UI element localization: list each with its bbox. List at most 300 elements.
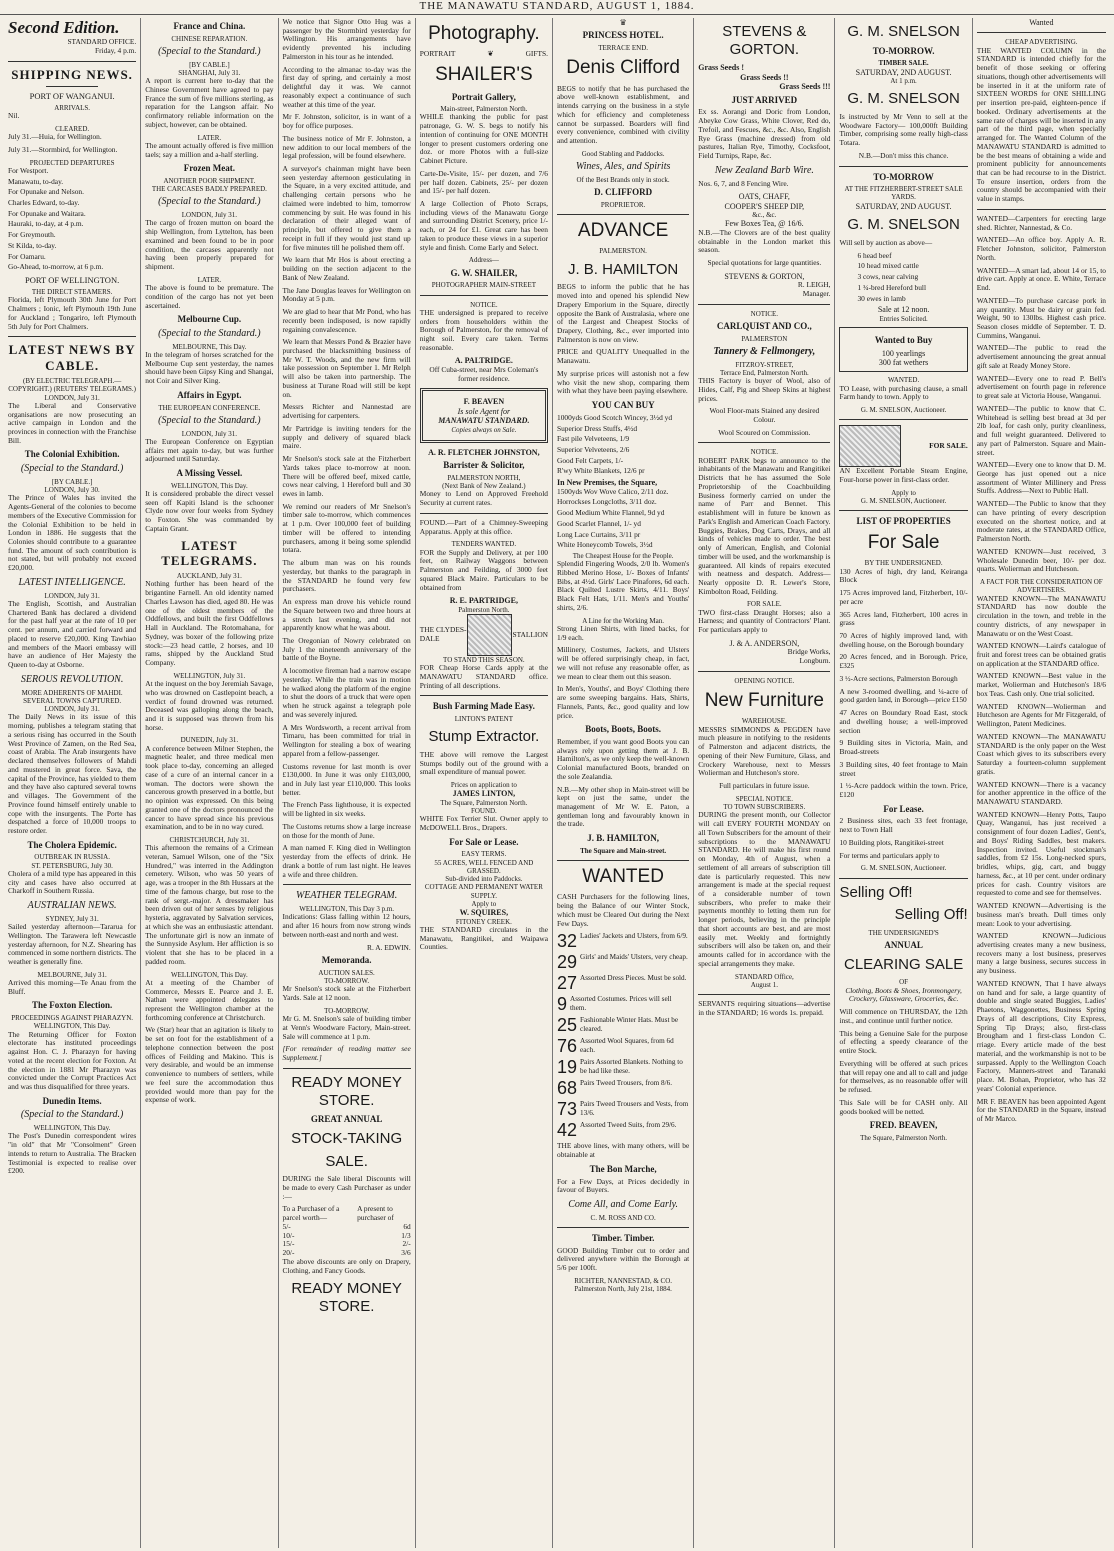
square-label: The Square and Main-street. xyxy=(580,846,667,855)
lease-title: For Lease. xyxy=(883,803,924,814)
local-item: The Oregonian of Nowry celebrated on July 1 the nineteenth anniversary of the battle of the Boyne. xyxy=(282,636,411,663)
princess-title: PRINCESS HOTEL. xyxy=(582,30,664,41)
by-cable: [BY CABLE.] xyxy=(51,477,93,486)
wanted-ad: WANTED KNOWN, That I have always on hand and for sale, a large quantity of double and single seated Buggies, Ladies' Phaetons, Waggonettes, Business Spring Drays of all descriptions, City Express, Spring Tip Drays; also, first-class Brougham and 1 first-class London C. rriage. Every article made of the best material, and the workmanship is not to be surpassed. Apply to the Wellington Coach Factory, Manners-street and Taranaki place. M. Bohan, Proprietor, who has 32 years' Colonial experience. xyxy=(976,978,1106,1093)
quotations: Special quotations for large quantities. xyxy=(707,258,822,267)
stock-item: 25 Fashionable Winter Hats. Must be cleared. xyxy=(557,1015,679,1036)
timber-title: Timber. Timber. xyxy=(591,1233,655,1244)
barb-text: Nos. 6, 7, and 8 Fencing Wire. xyxy=(698,178,789,188)
cooper-sub: &c., &c. xyxy=(752,211,777,220)
working-text: Strong Linen Shirts, with lined backs, for 1/9 each. xyxy=(557,623,690,642)
property-item: 70 Acres of highly improved land, with dwelling house, on the Borough boundary xyxy=(839,631,968,649)
aus-text: Arrived this morning—Te Anau from the Bluff. xyxy=(8,977,137,996)
special-label: (Special to the Standard.) xyxy=(158,45,261,57)
wanted-ad: WANTED KNOWN—Advertising is the business man's breath. Dull times only mean: Look to your advertising. xyxy=(976,901,1106,928)
intel-title: LATEST INTELLIGENCE. xyxy=(18,576,126,588)
tele-place: AUCKLAND, July 31. xyxy=(176,572,242,581)
by-undersigned: BY THE UNDERSIGNED. xyxy=(864,559,943,568)
local-item: A surveyor's chainman might have been seen yesterday afternoon gesticulating in the Square, in a very excited attitude, and challenging certain persons who he claimed were indebted to him, tomorrow commencing by suit. He was found in his declaration of their alleged want of principle, but offered to give them a receipt in full if they would just stand up for five minutes till he polished them off. xyxy=(282,164,411,252)
foxton-place: WELLINGTON, This Day. xyxy=(33,1022,111,1031)
local-item: Mr Partridge is inviting tenders for the supply and delivery of squared black maire. xyxy=(282,423,411,451)
aus-place: SYDNEY, July 31. xyxy=(45,914,99,923)
boxes: Few Boxes Tea, @ 16/6. xyxy=(725,219,804,229)
found2-label: FOUND. xyxy=(470,807,497,816)
cheap-text: THE WANTED COLUMN in the STANDARD is intended chiefly for the benefit of those seeking or offering situations, though other advertisements will be inserted in it at the uniform rate of SIXTEEN WORDS for ONE SHILLING per insertion pre-paid, eighteen-pence if booked. Ordinary advertisements at the same rate of charges will be inserted in any part of the third page, when specially arranged for. The Wanted Column of the MANAWATU STANDARD is admitted to be the best means of obtaining a wide and prominent publicity for announcements that can be had recourse to in the District. To ensure insertion, orders from the country should be accompanied with their value in stamps. xyxy=(976,45,1106,204)
weather-sign: R. A. EDWIN. xyxy=(367,942,411,952)
latest-place: LONDON, July 31. xyxy=(44,393,100,402)
notice-text: THE undersigned is prepared to receive orders from householders within the Borough of Palmerston, for the removal of night soil. Every care taken. Terms reasonable. xyxy=(419,307,548,352)
clovers-text: N.B.—The Clovers are of the best quality obtainable in the London market this season. xyxy=(698,227,831,255)
snelson-auctioneer: G. M. SNELSON, Auctioneer. xyxy=(860,864,947,873)
premises-item: 1500yds Wov Wove Calico, 2/11 doz. xyxy=(557,486,669,496)
local-item: The album man was on his rounds yesterday, but thanks to the paragraph in the STANDARD he found very few purchasers. xyxy=(282,558,411,594)
subscribers: TO TOWN SUBSCRIBERS. xyxy=(723,803,806,812)
for-sale-label: FOR SALE. xyxy=(747,600,782,609)
buy-item: 1000yds Good Scotch Wincey, 3½d yd xyxy=(557,412,673,422)
stock-item: 27 Assorted Dress Pieces. Must be sold. xyxy=(557,973,687,994)
wanted-title: WANTED xyxy=(582,866,664,888)
foxton-text: The Returning Officer for Foxton electorate has instituted proceedings against Hon. C. J. Pharazyn for having voted at the recent election for Foxton. At the election in 1881 Mr Pharazyn was convicted under the Corrupt Practices Act and was thus disqualified for three years. xyxy=(8,1029,137,1091)
of-label: OF xyxy=(899,978,909,987)
wanted-text: CASH Purchasers for the following lines, being the Balance of our Winter Stock, which must be Cleared Out during the Next Few Days. xyxy=(557,892,690,928)
local-item: The business notice of Mr F. Johnston, a new addition to our local members of the legal profession, will be found elsewhere. xyxy=(282,133,411,161)
clearing-sale: CLEARING SALE xyxy=(843,955,964,973)
stallion-right: STALLION xyxy=(512,629,548,639)
cleared-label: CLEARED. xyxy=(55,124,90,133)
special-label: (Special to the Standard.) xyxy=(20,1109,124,1121)
gms-text: Is instructed by Mr Venn to sell at the Woodware Factory— 100,000ft Building Timber, comprising some really high-class Totara. xyxy=(839,111,968,148)
wines: Wines, Ales, and Spirits xyxy=(575,161,671,173)
shailer-role: PHOTOGRAPHER MAIN-STREET xyxy=(431,281,537,290)
local-item: An express man drove his vehicle round the Square between two and three hours at a stretch last evening, and did not apparently know what he was about. xyxy=(282,597,411,633)
local-item: We learn that Messrs Pond & Brazier have purchased the blacksmithing business of Mr W. T. Woods, and the new firm will take possession on September 1. Mr Relph will also be taken into partnership. The business at Turane Road will still be kept on. xyxy=(282,337,411,399)
servants-text: SERVANTS requiring situations—advertise in the STANDARD; 16 words 1s. prepaid. xyxy=(698,999,831,1017)
memo-day: TO-MORROW. xyxy=(324,977,370,986)
tele-place: WELLINGTON, This Day. xyxy=(171,970,248,979)
local-item: We notice that Signor Otto Hug was a passenger by the Stormbird yesterday for Wellington. His arrangements have evidently prevented his including Palmerston in his tour as he intended. xyxy=(282,18,411,61)
cholera-place: ST. PETERSBURG, July 30. xyxy=(31,861,113,870)
local-item: A man named F. King died in Wellington yesterday from the effects of drink. He drank a bottle of rum last night. He leaves a wife and three children. xyxy=(282,843,411,879)
cards-text: FOR Cheap Horse Cards apply at the MANAWATU STANDARD office. Printing of all descriptions. xyxy=(419,663,548,690)
latest-news-title: LATEST NEWS BY CABLE. xyxy=(8,342,136,373)
fletcher-money: Money to Lend on Approved Freehold Security at current rates. xyxy=(419,489,548,508)
local-item: The Jane Douglas leaves for Wellington on Monday at 5 p.m. xyxy=(282,285,411,304)
snelson-auctioneer: G. M. SNELSON, Auctioneer. xyxy=(860,497,947,506)
wines-sub: Of the Best Brands only in stock. xyxy=(576,175,670,184)
beaven-agent-box: F. BEAVEN Is sole Agent for MANAWATU STANDARD. Copies always on Sale. xyxy=(420,388,548,443)
wanted-ad: WANTED—To purchase carcase pork in any quantity. Must be dairy or grain fed. Weight, 90 to 130lbs. Highest cash price. Season closes middle of September. T. D. Cummins, Wanganui. xyxy=(976,295,1106,340)
terrace: Terrace End, Palmerston North. xyxy=(719,368,809,377)
special-label: (Special to the Standard.) xyxy=(20,463,124,475)
egypt-text: The European Conference on Egyptian affairs met again to-day, but was further adjourned until Saturday. xyxy=(145,436,274,464)
grass-seeds: Grass Seeds ! xyxy=(698,63,745,73)
buy-item: R'wy White Blankets, 12/6 pr xyxy=(557,466,645,476)
everything-text: Everything will be offered at such prices that will repay one and all to call and judge for themselves, as no reasonable offer will be refused. xyxy=(839,1058,968,1095)
bon-marche: The Bon Marche, xyxy=(589,1163,657,1174)
bush-title: Bush Farming Made Easy. xyxy=(432,701,535,712)
cholera-title: The Cholera Epidemic. xyxy=(27,839,117,850)
barrister-title: Barrister & Solicitor, xyxy=(443,460,525,471)
local-item: According to the almanac to-day was the first day of spring, and certainly a most delightful day it was. We cannot reasonably expect a continuance of such weather at this time of the year. xyxy=(282,64,411,109)
noon: Sale at 12 noon. xyxy=(877,305,930,315)
stevens-sign: STEVENS & GORTON, xyxy=(724,271,805,281)
cup-text: In the telegram of horses scratched for the Melbourne Cup sent yesterday, the names should have been Gipsy King and Shangai, not Coir and Silver King. xyxy=(145,349,274,386)
foxton-sub: PROCEEDINGS AGAINST PHARAZYN. xyxy=(11,1014,134,1023)
collection-text: A large Collection of Photo Scraps, including views of the Manawatu Gorge and surrounding District Scenery, price 1/- each, or 24 for £1. Great care has been taken to produce these views in a superior style and finish. Come Early and Select. xyxy=(419,199,548,252)
premises-item: Horrockses Longcloths, 3/11 doz. xyxy=(557,497,657,507)
stock-item: 29 Girls' and Maids' Ulsters, very cheap. xyxy=(557,952,688,973)
cholera-sub: OUTBREAK IN RUSSIA. xyxy=(34,853,110,862)
france-text: A report is current here to-day that the Chinese Government have agreed to pay France the sum of five millions sterling, as reparation for the Langson affair. No confirmatory reliable information on the subject, however, can be obtained. xyxy=(145,76,274,129)
new-premises: In New Premises, the Square, xyxy=(557,478,658,488)
supplement-note: [For remainder of reading matter see Supplement.] xyxy=(282,1044,411,1063)
local-item: We learn that Mr Hos is about erecting a building on the section adjacent to the Bank of New Zealand. xyxy=(282,255,411,282)
fitzroy: FITZROY-STREET, xyxy=(735,360,794,369)
local-item: Mr F. Johnston, solicitor, is in want of a boy for office purposes. xyxy=(282,112,411,131)
portrait-label: PORTRAIT xyxy=(419,49,456,59)
property-item: 1 ½-Acre paddock within the town. Price, £120 xyxy=(839,781,968,800)
selling-off: Selling Off! xyxy=(894,906,968,924)
gms-nb: N.B.—Don't miss this chance. xyxy=(858,150,949,160)
fred-beaven: FRED. BEAVEN, xyxy=(869,1120,938,1131)
easy-terms: EASY TERMS. xyxy=(461,850,507,859)
egypt-title: Affairs in Egypt. xyxy=(177,389,242,400)
furniture-title: New Furniture xyxy=(704,690,825,712)
column-6 xyxy=(694,18,835,1548)
lease-item: 2 Business sites, each 33 feet frontage, next to Town Hall xyxy=(839,816,968,835)
gms-title: G. M. SNELSON xyxy=(847,90,960,108)
saturday: SATURDAY, 2ND AUGUST. xyxy=(855,201,952,211)
annual: ANNUAL xyxy=(884,940,923,951)
frozen-later: The above is found to be premature. The condition of the cargo has not yet been ascertained. xyxy=(145,283,274,310)
local-item: A locomotive fireman had a narrow escape yesterday. While the train was in motion he walked along the platform of the engine to shut the doors of a truck that were open when he struck against a telegraph pole and was severely injured. xyxy=(282,666,411,719)
wanted-ad: WANTED KNOWN—Henry Potts, Taupo Quay, Wanganui, has just received a consignment of four dozen Ladies', Gent's, and Boys' Riding Saddles, best makers. Inspection invited. Useful stockman's saddles, from £2 15s. Long-necked spurs, bridles, whips, gig, cart, and buggy harness, &c., at 10 per cent. under ordinary prices for cash. Country visitors are requested to come and see for themselves. xyxy=(976,809,1106,898)
tomorrow-label: TO-MORROW. xyxy=(872,45,935,56)
shailer-title: SHAILER'S xyxy=(435,64,533,86)
arrived-text: Ex ss. Aorangi and Doric from London, Abeyke Cow Grass, White Clover, Red do, Trefoil, and Fescues, &c., &c. Also, English Rye Grass (machine dressed) from old pastures, Italian Rye, Timothy, Cocksfoot, Field Turnips, Rape, &c. xyxy=(698,107,831,160)
premises-item: Long Lace Curtains, 3/11 pr xyxy=(557,529,641,539)
premises-item: Good Scarlet Flannel, 1/- yd xyxy=(557,518,641,528)
frozen-text: The cargo of frozen mutton on board the ship Wellington, from Lyttelton, has been examined and been found to be in poor condition, the carcases apparently not having been properly prepared for shipment. xyxy=(145,218,274,272)
goods-text: Clothing, Boots & Shoes, Ironmongery, Crockery, Glassware, Groceries, &c. xyxy=(845,985,962,1004)
stock-item: 68 Pairs Tweed Trousers, from 8/6. xyxy=(557,1078,673,1099)
cleared-line: July 31.—Stormbird, for Wellington. xyxy=(8,144,118,154)
subs-text: DURING the present month, our Collector will call EVERY FOURTH MONDAY on all Town Subscribers for the amount of their subscriptions to the MANAWATU STANDARD. He will make his first round on Monday, 4th of August, when a settlement of all arrears of subscription till date is particularly requested. This new arrangement is made at the special request of a considerable number of town subscribers, who prefer to make their payments monthly to letting them run for longer periods, believing in the principle that short accounts are best, and are most easily met. Weekly and fortnightly subscribers will also be taken on, and their amounts called for in accordance with the special arrangements they make. xyxy=(698,810,831,968)
yards: AT THE FITZHERBERT-STREET SALE YARDS. xyxy=(844,185,963,202)
property-item: 20 Acres fenced, and in Borough. Price, £325 xyxy=(839,652,968,671)
found-text: FOUND.—Part of a Chimney-Sweeping Apparatus. Apply at this office. xyxy=(419,517,548,536)
direct-steamers: THE DIRECT STEAMERS. xyxy=(31,288,113,297)
sale-text: DURING the Sale liberal Discounts will be made to every Cash Purchaser as under :— xyxy=(282,1174,411,1201)
stump-title: Stump Extractor. xyxy=(428,728,540,746)
local-item: Messrs Richter and Nannestad are advertising for carpenters. xyxy=(282,402,411,421)
advance-place: PALMERSTON. xyxy=(599,247,647,256)
denis-name: Denis Clifford xyxy=(566,57,680,79)
column-2 xyxy=(141,18,278,1548)
dunedin-place: WELLINGTON, This Day. xyxy=(33,1124,111,1133)
sale-lease-title: For Sale or Lease. xyxy=(449,836,519,847)
sale-row: 10/- 1/3 xyxy=(282,1230,411,1240)
saturday: SATURDAY, 2ND AUGUST. xyxy=(855,67,952,77)
gallery-title: Portrait Gallery, xyxy=(451,91,516,102)
hamilton-sign: J. B. HAMILTON, xyxy=(587,833,659,844)
gallery-text: WHILE thanking the public for past patronage, G. W. S. begs to notify his intention of continuing for ONE MONTH longer to present customers ordering one doz. or more Photos with a full-size Cabinet Picture. xyxy=(419,112,548,166)
timber-text: GOOD Building Timber cut to order and delivered anywhere within the Borough at 5/6 per 100ft. xyxy=(557,1245,690,1273)
above-lines: THE above lines, with many others, will be obtainable at xyxy=(557,1141,690,1160)
stabling: Good Stabling and Paddocks. xyxy=(581,149,665,158)
draught-text: TWO first-class Draught Horses; also a Harness; and quantity of Contractors' Plant. For particulars apply to xyxy=(698,607,831,635)
sale-note: The above discounts are only on Drapery, Clothing, and Fancy Goods. xyxy=(282,1256,411,1275)
arrived-title: JUST ARRIVED xyxy=(731,94,798,105)
egypt-place: LONDON, July 31. xyxy=(181,429,237,438)
colonial-place: LONDON, July 30. xyxy=(44,486,100,495)
anderson-name: J. & A. ANDERSON, xyxy=(729,638,800,648)
intel-text: The English, Scottish, and Australian Chartered Bank has declared a dividend for the past half year at the rate of 10 per cent. per annum, and carried forward and placed to reserve £20,000. King Tawhiao and members of the Maori embassy will have an audience of Her Majesty the Queen to-day at Osborne. xyxy=(8,599,137,670)
latest-sub: (BY ELECTRIC TELEGRAPH.—COPYRIGHT.) (REUTERS' TELEGRAMS.) xyxy=(8,377,137,394)
crown-icon: ♛ xyxy=(619,18,627,27)
furniture-text: MESSRS SIMMONDS & PEGDEN have much pleasure in notifying to the residents of Palmerston and adjacent districts, the opening of their New Furniture, Glass, and Crockery Warehouse, next to Messrs Wolierman and Hutcheson's store. xyxy=(698,724,831,778)
departure-line: Hauraki, to-day, at 4 p.m. xyxy=(8,219,84,229)
column-7 xyxy=(835,18,972,1548)
wool-press: Wool Floor-mats Stained any desired Colour. xyxy=(709,406,820,424)
special-label: (Special to the Standard.) xyxy=(158,196,261,208)
property-item: 130 Acres of high, dry land, Keiranga Block xyxy=(839,566,968,585)
boots-text: Remember, if you want good Boots you can always rely upon getting them at J. B. Hamilton's, as we only keep the well-known Colonial manufactured Boots, branded on the sole Zealandia. xyxy=(557,736,690,781)
later-label: LATER. xyxy=(197,133,222,142)
cash-text: This Sale will be for CASH only. All goods booked will be netted. xyxy=(839,1097,968,1116)
shipping-title: SHIPPING NEWS. xyxy=(11,66,133,82)
tele-text: At the inquest on the boy Jeremiah Savage, who was drowned on Castlepoint beach, a verdict of found drowned was returned. Deceased was galloping along the beach, and it is supposed was thrown from his horse. xyxy=(145,679,274,732)
notice-label: NOTICE. xyxy=(750,309,779,318)
stocktaking: STOCK-TAKING xyxy=(291,1129,403,1147)
wanted-ad: WANTED KNOWN—Laird's catalogue of fruit and forest trees can be obtained gratis on application at the STANDARD office. xyxy=(976,641,1106,668)
stock-item: 9 Assorted Costumes. Prices will sell them. xyxy=(557,994,672,1015)
great-annual: GREAT ANNUAL xyxy=(310,1114,383,1125)
wanted-ad: WANTED KNOWN—Just received, 3 Wholesale Dunedin beer, 10/- per doz. quarts. Wolierman and Hutcheson. xyxy=(976,546,1106,574)
missing-text: It is considered probable the direct vessel seen off Kapiti Island is the schooner Clyde now over four weeks from Sydney to Foxton. She was commanded by Captain Grant. xyxy=(145,488,274,533)
property-item: 175 Acres improved land, Fitzherbert, 10/- per acre xyxy=(839,588,968,606)
colonial-title: The Colonial Exhibition. xyxy=(24,449,120,460)
premises-item: Good Medium White Flannel, 9d yd xyxy=(557,508,665,518)
bon-text: For a Few Days, at Prices decidedly in favour of Buyers. xyxy=(557,1176,690,1195)
longburn: Longburn. xyxy=(799,656,831,666)
terrace-end: TERRACE END. xyxy=(598,44,648,53)
stallion-left: THE CLYDES-DALE xyxy=(419,625,467,644)
ready-money-title: READY MONEY STORE. xyxy=(291,1073,402,1109)
selling-off: Selling Off! xyxy=(839,883,913,901)
snelson-title: G. M. SNELSON xyxy=(847,23,960,40)
paddocks: Sub-divided into Paddocks. xyxy=(445,875,523,884)
later-label: LATER. xyxy=(197,275,222,284)
notice-label: NOTICE. xyxy=(470,300,498,309)
departure-line: St Kilda, to-day. xyxy=(8,240,57,250)
tomorrow-label: TO-MORROW xyxy=(873,171,934,182)
edition-time: Friday, 4 p.m. xyxy=(95,45,137,55)
bridge-works: Bridge Works, xyxy=(787,647,831,657)
genuine-text: This being a Genuine Sale for the purpose of effecting a speedy clearance of the entire Stock. xyxy=(839,1028,968,1056)
fletcher-address: (Next Bank of New Zealand.) xyxy=(442,482,526,491)
camera-icon: ❦ xyxy=(487,49,494,59)
splendid-text: Splendid Fingering Woods, 2/0 lb. Women's Ribbed Merino Hose, 1/- Boxes of Infants' Bibs, at 4½d. Girls' Lace Pinafores, 6d each. Black Quilted Lustre Skirts, 4/11. Boys' Black Felt Hats, 1/11. Men's and Youths' shirts, 2/6. xyxy=(557,559,690,612)
local-item: A Mrs Wordsworth, a recent arrival from Timaru, has been committed for trial in Wellington for stealing a box of wearing apparel from a fellow-passenger. xyxy=(282,722,411,758)
sale-row: 5/- 6d xyxy=(282,1221,411,1231)
steam-engine-icon xyxy=(839,425,901,467)
departure-line: Manawatu, to-day. xyxy=(8,176,64,186)
memo-day: TO-MORROW. xyxy=(324,1006,370,1015)
sale-row: 15/- 2/- xyxy=(282,1239,411,1249)
local-item: Customs revenue for last month is over £130,000. In June it was only £103,000, and in July last year £110,000. This looks better. xyxy=(282,761,411,797)
direct-steamers-text: Florida, left Plymouth 30th June for Port Chalmers ; Ionic, left Plymouth 19th June for Auckland ; Tongariro, left Plymouth 5th July for Port Chalmers. xyxy=(8,295,137,331)
cottage: COTTAGE AND PERMANENT WATER SUPPLY. xyxy=(424,883,543,900)
warehouse: WAREHOUSE. xyxy=(741,717,787,726)
stevens-title: STEVENS & GORTON. xyxy=(722,23,807,58)
lease-terms: For terms and particulars apply to xyxy=(839,850,940,860)
local-item: The Customs returns show a large increase on those for the month of June. xyxy=(282,821,411,840)
departure-line: For Oamaru. xyxy=(8,251,46,261)
arrivals-label: ARRIVALS. xyxy=(54,103,91,112)
prices-text: Carte-De-Visite, 15/- per dozen, and 7/6 per half dozen. Cabinets, 25/- per dozen and 15/- per half dozen. xyxy=(419,168,548,196)
wanted-ad: WANTED—A smart lad, about 14 or 15, to drive cart. Apply at once. E. White, Terrace End. xyxy=(976,265,1106,293)
france-place: SHANGHAI, July 31. xyxy=(178,68,241,77)
gallery-address: Main-street, Palmerston North. xyxy=(440,105,528,114)
cheapest: The Cheapest House for the People. xyxy=(572,552,674,561)
millinery-text: Millinery, Costumes, Jackets, and Ulsters will be offered surprisingly cheap, in fact, we will not refuse any reasonable offer, as we mean to clear them out this season. xyxy=(557,645,690,681)
denis-text: BEGS to notify that he has purchased the above well-known establishment, and intends carrying on the business in a style which for efficiency and completeness cannot be surpassed. Boarders will find every convenience, combined with civility and attention. xyxy=(557,83,690,146)
telegrams-title: LATEST TELEGRAMS. xyxy=(161,537,258,568)
advance-title: ADVANCE xyxy=(577,220,669,241)
departure-line: For Opunake and Nelson. xyxy=(8,187,84,197)
wanted-ad: WANTED KNOWN—Best value in the market, Wolierman and Hutcheson's 18/6 box Teas. Cash only. One trial solicited. xyxy=(976,671,1106,698)
cup-place: MELBOURNE, This Day. xyxy=(172,342,247,351)
horse-icon xyxy=(467,614,512,656)
lease-item: 10 Building plots, Rangitikei-street xyxy=(839,837,944,847)
working-title: A Line for the Working Man. xyxy=(582,616,664,625)
oats: OATS, CHAFF, xyxy=(738,192,790,202)
partridge-name: A. PALTRIDGE. xyxy=(454,356,513,366)
partridge-address: Off Cuba-street, near Mrs Coleman's former residence. xyxy=(429,364,539,383)
carlquist-title: CARLQUIST AND CO., xyxy=(716,320,812,331)
nb-text: N.B.—My other shop in Main-street will be kept on just the same, under the management of Mr W. E. Paton, a gentleman long and favourably known in the trade. xyxy=(557,784,690,829)
column-5 xyxy=(553,18,694,1548)
undersigned: THE UNDERSIGNED'S xyxy=(868,928,939,937)
wanted-ad: WANTED—Every one to read P. Bell's advertisement on fourth page in reference to great sale at Victoria House, Wanganui. xyxy=(976,373,1106,401)
newspaper-page xyxy=(4,18,1110,1548)
stock-line: 3 cows, near calving xyxy=(857,272,919,282)
property-item: A new 3-roomed dwelling, and ¼-acre of good garden land, in Borough—price £150 xyxy=(839,686,968,705)
local-item: The French Pass lighthouse, it is expected will be lighted in six weeks. xyxy=(282,800,411,819)
wethers: 300 fat wethers xyxy=(878,357,929,367)
office-label: STANDARD OFFICE. xyxy=(67,37,137,47)
leigh-name: R. LEIGH, xyxy=(797,280,831,290)
departure-line: Go-Ahead, to-morrow, at 6 p.m. xyxy=(8,262,104,272)
leigh-role: Manager. xyxy=(802,288,831,298)
column-3 xyxy=(279,18,416,1548)
proprietor: PROPRIETOR. xyxy=(600,200,646,209)
wanted-ad: WANTED—An office boy. Apply A. R. Fletcher Johnston, solicitor, Palmerston North. xyxy=(976,235,1106,262)
aus-place: MELBOURNE, July 31. xyxy=(37,970,107,979)
gms-title: G. M. SNELSON xyxy=(847,216,960,234)
wanted-ad: WANTED KNOWN—The MANAWATU STANDARD has now double the circulation in the town, and treble in the country districts, of any newspaper in Manawatu or on the West Coast. xyxy=(976,593,1106,638)
france-title: France and China. xyxy=(173,21,246,31)
wanted-ad: WANTED KNOWN—The MANAWATU STANDARD is the only paper on the West Coast which gives to its subscribers every Saturday a fourteen-column supplement gratis. xyxy=(976,731,1106,776)
hamilton-name: J. B. HAMILTON xyxy=(567,260,679,278)
carl-place: PALMERSTON xyxy=(741,334,788,343)
notice-label: NOTICE. xyxy=(750,448,779,457)
cheap-title: CHEAP ADVERTISING. xyxy=(1005,38,1078,47)
property-item: 3 Building sites, 40 feet frontage to Main street xyxy=(839,759,968,778)
fred-address: The Square, Palmerston North. xyxy=(860,1133,948,1142)
colonial-text: The Prince of Wales has invited the Agents-General of the colonies to become members of the Executive Commission for the Colonial Exhibition to be held in London in 1886. He suggests that the Colonies should contribute to a guarantee fund. The amount of such contribution is not stated, but will probably not exceed £20,000. xyxy=(8,493,137,573)
stock-item: 76 Assorted Wool Squares, from 6d each. xyxy=(557,1036,674,1057)
list-title: LIST OF PROPERTIES xyxy=(856,516,951,527)
commence-text: Will commence on THURSDAY, the 12th inst., and continue until further notice. xyxy=(839,1007,968,1025)
france-sub: CHINESE REPARATION. xyxy=(171,34,248,43)
linton-label: LINTON'S PATENT xyxy=(454,715,513,724)
cleared-line: July 31.—Huia, for Wellington. xyxy=(8,132,102,142)
stock-line: 30 ewes in lamb xyxy=(857,293,906,303)
surprise-text: My surprise prices will astonish not a few who visit the new shop, comparing them with what they have been paying elsewhere. xyxy=(557,368,690,396)
youths-text: In Men's, Youths', and Boys' Clothing there are some sweeping bargains. Hats, Shirts, Flannels, Pants, &c., good quality and low price. xyxy=(557,684,690,720)
latest-text: The Liberal and Conservative organisations are now prosecuting an active campaign in London and the provinces in connection with the Franchise Bill. xyxy=(8,400,137,445)
masthead: THE MANAWATU STANDARD, AUGUST 1, 1884. xyxy=(0,0,1114,15)
property-item: 47 Acres on Boundary Road East, stock and dwelling house; a well-improved section xyxy=(839,708,968,735)
tele-text: A conference between Milner Stephen, the magnetic healer, and three medical men took place to-day, concerning an alleged case of a cure of an internal cancer in a woman. The doctors were shown the cancerous growth preserved in a bottle, but no opinion was expressed. On this being granted one of the doctors pronounced the cancer to have spread since his previous examination, and to be in no way cured. xyxy=(145,743,274,832)
wanted-ad: WANTED—The Public to know that they can have printing of every description executed on the shortest notice, and at moderate rates, at the STANDARD Office, Palmerston North. xyxy=(976,499,1106,544)
tenders-text: FOR the Supply and Delivery, at per 100 feet, on Railway Waggons between Palmerston and Feilding, of 3000 feet squared Black Maire. Particulars to be obtained from xyxy=(419,547,548,592)
departure-line: For Opunake and Waitara. xyxy=(8,208,86,218)
foxton-title: The Foxton Election. xyxy=(32,1000,113,1011)
frozen-sub: THE CARCASES BADLY PREPARED. xyxy=(151,185,267,194)
for-sale: FOR SALE. xyxy=(929,441,968,450)
column-1 xyxy=(4,18,141,1548)
property-item: 365 Acres land, Fitzherbert, 100 acres in grass xyxy=(839,609,968,628)
local-item: Mr Snelson's stock sale at the Fitzherbert Yards takes place to-morrow at noon. There will be offered beef, mixed cattle, cows near calving, 1 Hereford bull and 30 ewes in lamb. xyxy=(282,454,411,498)
tele-text: At a meeting of the Chamber of Commerce, Messrs E. Pearce and J. E. Nathan were appointed delegates to represent the Wellington chamber at the forthcoming conference at Christchurch. xyxy=(145,977,274,1022)
gms2-text: Will sell by auction as above— xyxy=(839,237,933,247)
stallion-text: TO STAND THIS SEASON. xyxy=(443,656,525,665)
wanted-ad: WANTED KNOWN—There is a vacancy for another apprentice in the office of the MANAWATU STANDARD. xyxy=(976,779,1106,806)
wanted-ad: WANTED—The public to read the advertisement announcing the great annual gift sale at Ready Money Store. xyxy=(976,343,1106,370)
cholera-text: Cholera of a mild type has appeared in this city and cases have also occurred at Charkoff in Southern Russia. xyxy=(8,868,137,896)
full-particulars: Full particulars in future issue. xyxy=(719,781,810,791)
office-date: August 1. xyxy=(750,980,778,989)
tele-place: CHRISTCHURCH, July 31. xyxy=(169,836,250,845)
special-label: (Special to the Standard.) xyxy=(158,414,261,426)
stock-line: 1 ¾-bred Hereford bull xyxy=(857,282,927,292)
egypt-sub: THE EUROPEAN CONFERENCE. xyxy=(158,403,261,412)
sale-head-b: A present to purchaser of xyxy=(357,1204,394,1223)
wanted-ad: MR F. BEAVEN has been appointed Agent for the STANDARD in the Square, instead of Mr Marco. xyxy=(976,1096,1106,1123)
can-buy: YOU CAN BUY xyxy=(591,400,655,411)
tenders-label: TENDERS WANTED. xyxy=(451,540,517,549)
stock-item: 19 Pairs Assorted Blankets. Nothing to be had like these. xyxy=(557,1057,683,1078)
quality-text: PRICE and QUALITY Unequalled in the Manawatu. xyxy=(557,347,690,366)
port-wanganui: PORT OF WANGANUI. xyxy=(29,90,115,101)
port-wellington: PORT OF WELLINGTON. xyxy=(25,275,120,286)
column-4 xyxy=(416,18,553,1548)
apply-label: Apply to xyxy=(891,488,916,497)
gifts-label: GIFTS. xyxy=(525,49,548,59)
mahdi-place: LONDON, July 31. xyxy=(44,705,100,714)
frozen-place: LONDON, July 31. xyxy=(181,211,237,220)
memo-text: Mr G. M. Snelson's sale of building timber at Venn's Woodware Factory, Main-street. Sale will commence at 1 p.m. xyxy=(282,1014,411,1041)
property-item: 3 ½-Acre sections, Palmerston Borough xyxy=(839,673,958,683)
mahdi-text: The Daily News in its issue of this morning, publishes a telegram stating that a serious rising has occurred in the South West Province of Zamen, on the Red Sea, coast of Arabia. The Arab insurgents have declared themselves followers of Mahdi and mustered in great force. Sava, the capital of the Province, has yielded to them and they have also captured several towns and villages. The Government of the Province found himself entirely unable to cope with the insurgents. The Porte has despatched a force of 10,000 troops to restore order. xyxy=(8,712,137,835)
acres: 55 ACRES, WELL FENCED AND GRASSED. xyxy=(434,858,534,875)
arrivals-nil: Nil. xyxy=(8,111,20,121)
property-item: 9 Building sites in Victoria, Main, and Broad-streets xyxy=(839,738,968,757)
special-notice: SPECIAL NOTICE. xyxy=(735,794,793,803)
